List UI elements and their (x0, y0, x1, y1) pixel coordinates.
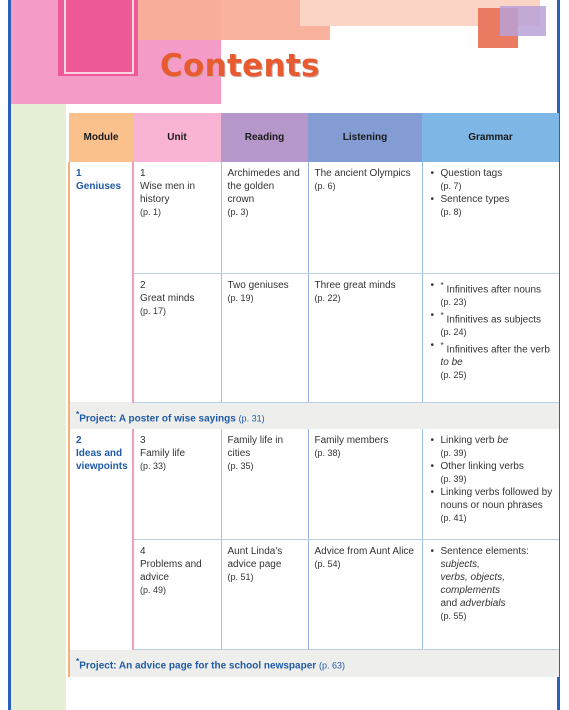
module-name: Ideas and (76, 447, 123, 459)
reading-3-cell (221, 429, 308, 540)
reading-title: Aunt Linda's advice page (227, 546, 283, 571)
project-2-cell: *Project: An advice page for the school newspaper (p. 63) (69, 650, 559, 677)
grammar-item: • Other linking verbs (p. 39) (441, 460, 555, 486)
grammar-1-cell (422, 162, 559, 273)
reading-title: Archimedes and the golden crown (227, 168, 300, 205)
unit-number: 3 (140, 434, 146, 446)
peach-band (122, 0, 330, 40)
listening-title: Advice from Aunt Alice (314, 546, 414, 558)
table-row-unit-4 (69, 540, 559, 650)
grammar-item: • Question tags (p. 7) (441, 167, 555, 193)
grammar-3-cell (422, 429, 559, 540)
table-row-unit-2 (69, 273, 559, 402)
unit-number: 4 (140, 546, 146, 558)
listening-page: (p. 54) (314, 559, 341, 570)
grammar-item: • Linking verb be (p. 39) (441, 434, 555, 460)
listening-page: (p. 38) (314, 447, 341, 458)
header-reading: Reading (221, 113, 308, 162)
header-module: Module (69, 113, 133, 162)
listening-4-cell (308, 540, 422, 650)
unit-name: Great minds (140, 292, 195, 304)
module-name: viewpoints (76, 460, 128, 472)
module-number: 1 (76, 168, 82, 179)
header-listening: Listening (308, 113, 422, 162)
grammar-item: • * Infinitives after the verb to be (p. 25) (441, 339, 555, 382)
table-row-unit-3 (69, 429, 559, 540)
unit-page: (p. 1) (140, 207, 162, 217)
unit-page: (p. 17) (140, 305, 167, 316)
reading-title: Two geniuses (227, 279, 289, 291)
unit-name: Family life (140, 447, 186, 459)
unit-name: Wise men in history (140, 181, 196, 205)
contents-table (68, 113, 559, 677)
reading-4-cell (221, 540, 308, 650)
unit-3-cell (133, 429, 221, 540)
grammar-4-cell (422, 540, 559, 650)
grammar-item: • * Infinitives as subjects (p. 24) (441, 309, 555, 339)
grammar-item: • * Infinitives after nouns (p. 23) (441, 279, 555, 309)
module-2-cell (69, 429, 133, 650)
table-row-unit-1 (69, 162, 559, 273)
unit-name: Problems and advice (140, 559, 202, 584)
unit-page: (p. 49) (140, 585, 167, 596)
grammar-item: • Sentence elements: subjects, verbs, objects, complements and adverbials (p. 55) (441, 545, 555, 623)
reading-1-cell (221, 162, 308, 273)
unit-number: 1 (140, 168, 146, 179)
reading-title: Family life in cities (227, 434, 284, 459)
unit-number: 2 (140, 279, 146, 291)
module-number: 2 (76, 434, 82, 446)
project-1-cell: *Project: A poster of wise sayings (p. 31) (69, 402, 559, 429)
grammar-item: • Sentence types (p. 8) (441, 193, 555, 219)
reading-page: (p. 51) (227, 572, 254, 583)
reading-2-cell (221, 273, 308, 402)
listening-page: (p. 6) (314, 181, 336, 191)
pink-square-frame (64, 0, 134, 74)
listening-1-cell (308, 162, 422, 273)
listening-3-cell (308, 429, 422, 540)
listening-title: Family members (314, 434, 389, 446)
green-margin-strip (11, 96, 66, 710)
module-name: Geniuses (76, 181, 122, 192)
listening-title: Three great minds (314, 279, 396, 291)
purple-square (500, 6, 546, 36)
unit-2-cell (133, 273, 221, 402)
unit-page: (p. 33) (140, 460, 167, 471)
header-row (69, 113, 559, 162)
grammar-item: • Linking verbs followed by nouns or noun phrases (p. 41) (441, 486, 555, 525)
listening-page: (p. 22) (314, 292, 341, 303)
module-1-cell (69, 162, 133, 402)
unit-4-cell (133, 540, 221, 650)
reading-page: (p. 35) (227, 460, 254, 471)
unit-1-cell (133, 162, 221, 273)
page-title: Contents (160, 48, 320, 84)
header-grammar: Grammar (422, 113, 559, 162)
grammar-2-cell (422, 273, 559, 402)
project-row-2 (69, 650, 559, 677)
reading-page: (p. 19) (227, 292, 254, 303)
listening-title: The ancient Olympics (314, 168, 411, 179)
reading-page: (p. 3) (227, 207, 249, 217)
header-unit: Unit (133, 113, 221, 162)
listening-2-cell (308, 273, 422, 402)
project-row-1 (69, 402, 559, 429)
